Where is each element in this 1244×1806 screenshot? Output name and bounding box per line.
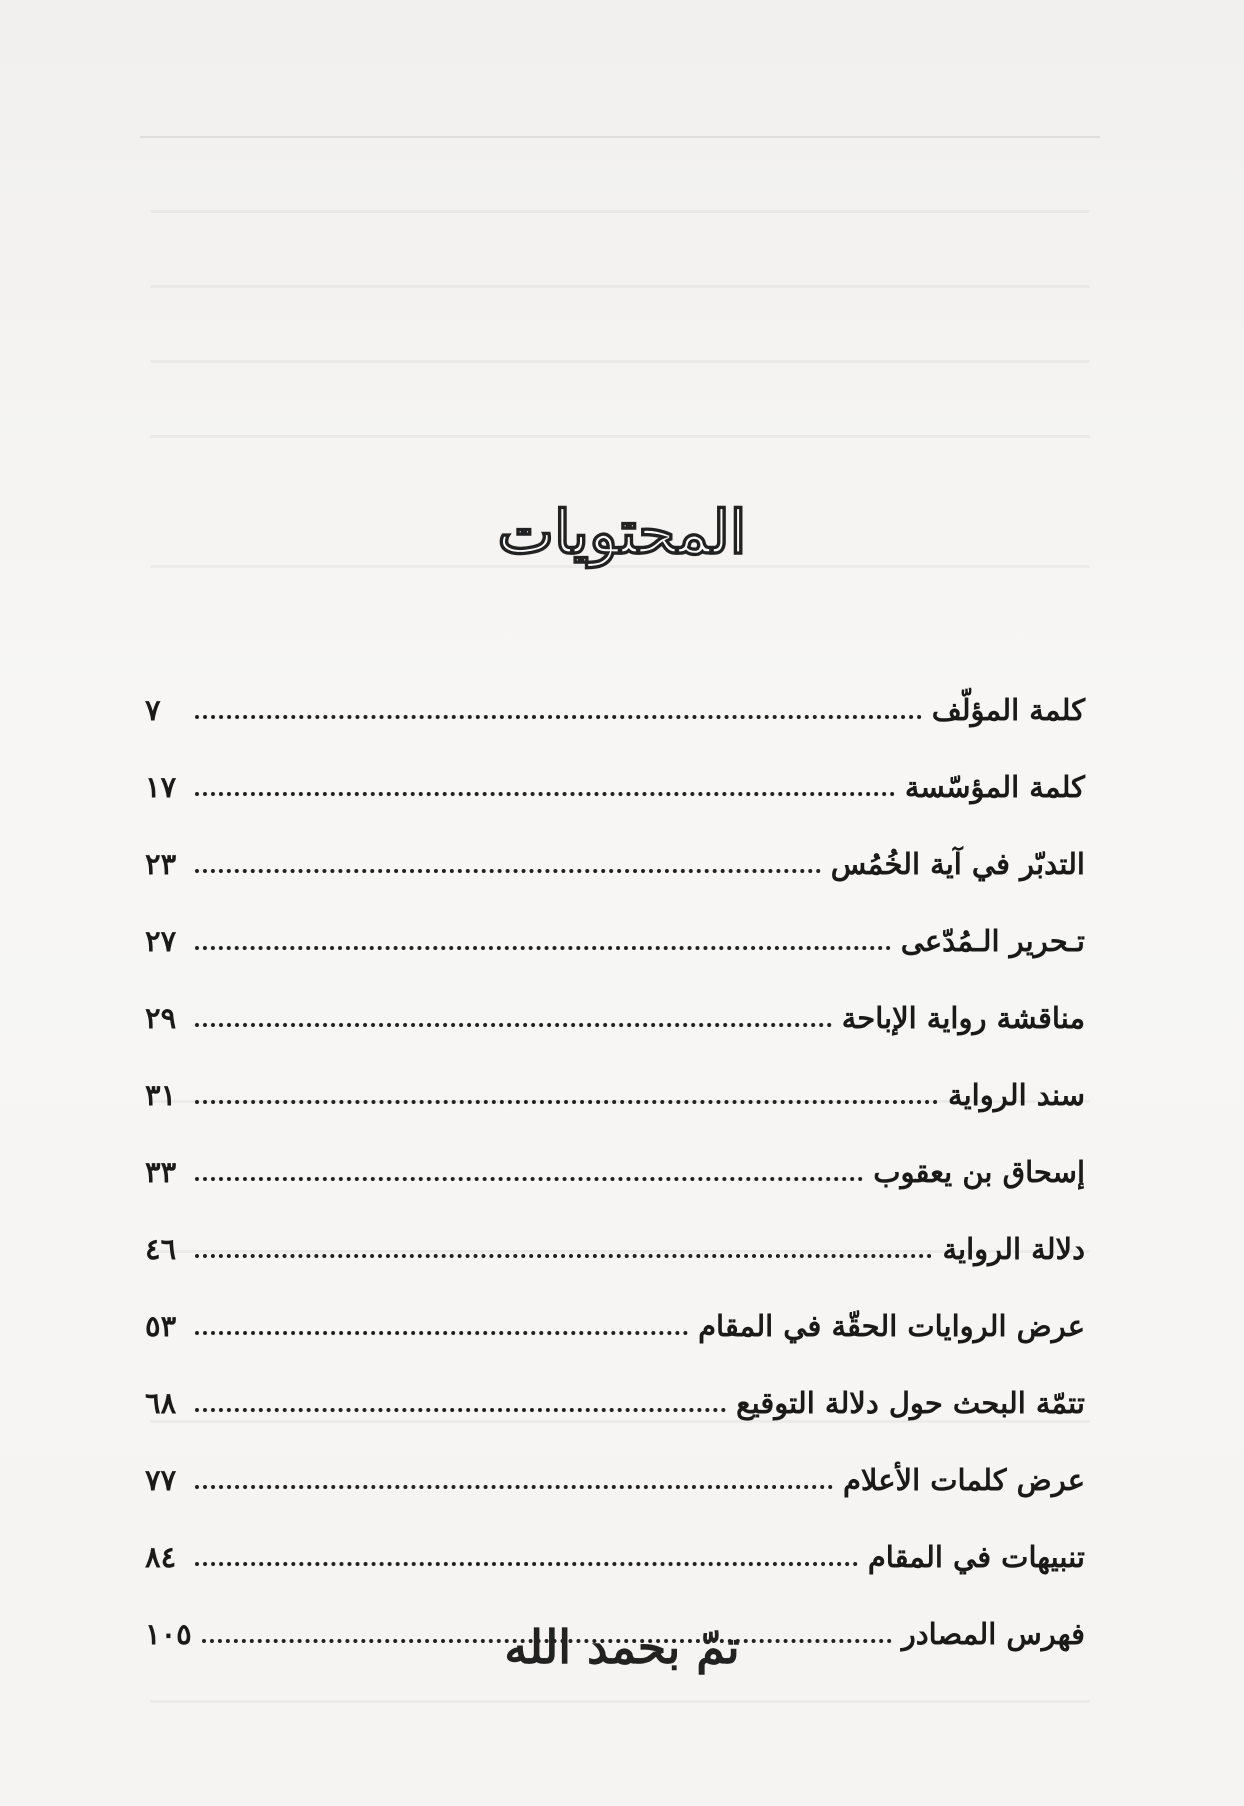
toc-entry-title: التدبّر في آية الخُمُس <box>830 847 1085 881</box>
toc-entry-title: فهرس المصادر <box>901 1617 1085 1651</box>
dot-leader <box>195 869 821 873</box>
dot-leader <box>195 1177 863 1181</box>
toc-page-number: ٧٧ <box>145 1463 177 1497</box>
dot-leader <box>195 1100 938 1104</box>
toc-entry[interactable] <box>145 1187 1085 1264</box>
dot-leader <box>195 792 895 796</box>
bleed-through-line <box>150 1700 1090 1703</box>
toc-page-number: ٤٦ <box>145 1232 177 1266</box>
bleed-through-line <box>150 210 1090 213</box>
dot-leader <box>195 1023 832 1027</box>
closing-calligraphy: تمّ بحمد الله <box>504 1620 740 1674</box>
toc-page-number: ٢٩ <box>145 1001 177 1035</box>
dot-leader <box>195 1254 932 1258</box>
bleed-through-line <box>150 285 1090 288</box>
toc-entry[interactable] <box>145 1110 1085 1187</box>
dot-leader <box>195 1408 726 1412</box>
toc-page-number: ٢٣ <box>145 847 177 881</box>
toc-entry[interactable] <box>145 1264 1085 1341</box>
toc-entry[interactable] <box>145 725 1085 802</box>
toc-entry-title: تنبيهات في المقام <box>867 1540 1085 1574</box>
bleed-through-line <box>150 360 1090 363</box>
toc-page-number: ٥٣ <box>145 1309 177 1343</box>
toc-page-number: ٣٣ <box>145 1155 177 1189</box>
toc-entry[interactable] <box>145 1495 1085 1572</box>
toc-entry-title: تتمّة البحث حول دلالة التوقيع <box>736 1386 1085 1420</box>
dot-leader <box>195 1331 688 1335</box>
toc-entry-title: عرض الروايات الحقّة في المقام <box>698 1309 1085 1343</box>
toc-entry-title: إسحاق بن يعقوب <box>873 1155 1085 1189</box>
dot-leader <box>195 946 891 950</box>
bleed-through-line <box>150 435 1090 438</box>
bleed-through-header-rule <box>140 136 1100 138</box>
toc-page-number: ٨٤ <box>145 1540 177 1574</box>
toc-page-number: ٧ <box>145 693 161 727</box>
toc-entry-title: سند الرواية <box>948 1078 1085 1112</box>
toc-page-number: ٦٨ <box>145 1386 177 1420</box>
toc-entry[interactable] <box>145 802 1085 879</box>
table-of-contents <box>145 648 1085 1649</box>
toc-entry-title: دلالة الرواية <box>942 1232 1085 1266</box>
toc-entry-title: كلمة المؤسّسة <box>904 770 1085 804</box>
dot-leader <box>195 715 922 719</box>
toc-entry-title: تـحرير الـمُدّعى <box>900 924 1085 958</box>
toc-entry[interactable] <box>145 956 1085 1033</box>
toc-entry[interactable] <box>145 1341 1085 1418</box>
toc-entry[interactable] <box>145 879 1085 956</box>
toc-entry-title: مناقشة رواية الإباحة <box>841 1001 1085 1035</box>
toc-entry[interactable] <box>145 648 1085 725</box>
dot-leader <box>195 1562 858 1566</box>
page-title: المحتويات <box>497 498 747 568</box>
toc-page-number: ١٧ <box>145 770 177 804</box>
toc-page-number: ١٠٥ <box>145 1617 192 1651</box>
toc-entry-title: عرض كلمات الأعلام <box>842 1463 1085 1497</box>
toc-page-number: ٢٧ <box>145 924 177 958</box>
toc-entry-title: كلمة المؤلّف <box>931 693 1085 727</box>
toc-entry[interactable] <box>145 1418 1085 1495</box>
dot-leader <box>195 1485 833 1489</box>
toc-entry[interactable] <box>145 1033 1085 1110</box>
toc-page-number: ٣١ <box>145 1078 177 1112</box>
